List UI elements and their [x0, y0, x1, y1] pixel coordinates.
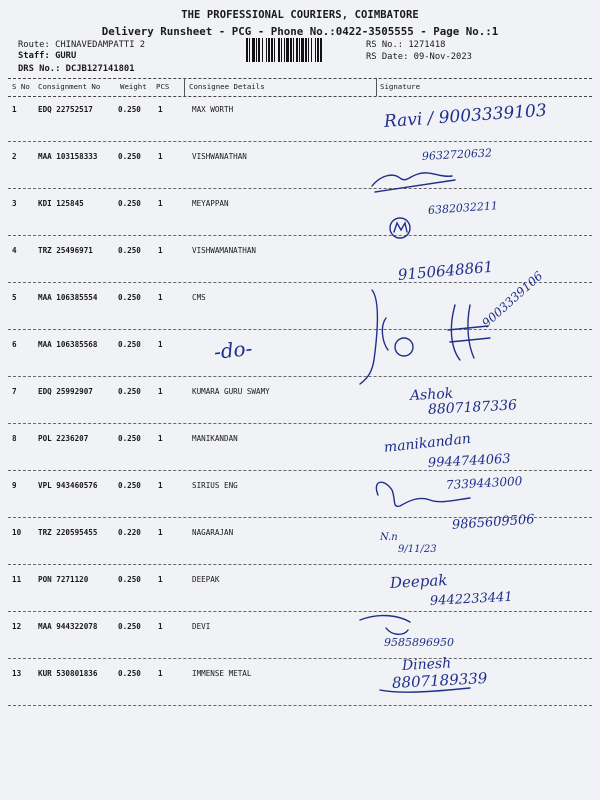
row-divider: [8, 611, 592, 612]
row-sno: 10: [12, 528, 22, 537]
header-divider-bottom: [8, 96, 592, 97]
row-consignee: VISHWAMANATHAN: [192, 246, 257, 255]
handwritten-name: Ashok: [409, 385, 454, 404]
row-weight: 0.220: [118, 528, 141, 537]
barcode-image: [246, 38, 354, 62]
handwritten-phone: 6382032211: [427, 199, 499, 217]
row-weight: 0.250: [118, 481, 141, 490]
row-divider: [8, 564, 592, 565]
table-row: [0, 615, 600, 662]
row-divider: [8, 423, 592, 424]
row-weight: 0.250: [118, 622, 141, 631]
col-sno: S No: [12, 82, 30, 91]
row-weight: 0.250: [118, 199, 141, 208]
row-consignment-no: KUR 530801836: [38, 669, 98, 678]
row-consignee: CMS: [192, 293, 206, 302]
row-pcs: 1: [158, 434, 163, 443]
row-pcs: 1: [158, 246, 163, 255]
route-label: Route: CHINAVEDAMPATTI 2: [18, 40, 146, 50]
row-sno: 13: [12, 669, 22, 678]
handwritten-phone: 9150648861: [397, 257, 494, 284]
handwritten-date: 9/11/23: [398, 544, 437, 555]
row-divider: [8, 188, 592, 189]
row-pcs: 1: [158, 293, 163, 302]
row-consignee: SIRIUS ENG: [192, 481, 238, 490]
col-divider: [376, 78, 377, 96]
row-consignment-no: TRZ 220595455: [38, 528, 98, 537]
row-weight: 0.250: [118, 246, 141, 255]
row-consignment-no: KDI 125845: [38, 199, 84, 208]
col-consignment: Consignment No: [38, 82, 101, 91]
row-consignee: MAX WORTH: [192, 105, 234, 114]
row-consignment-no: TRZ 25496971: [38, 246, 93, 255]
col-weight: Weight: [120, 82, 147, 91]
table-row: [0, 286, 600, 333]
handwritten-name: manikandan: [383, 430, 472, 456]
table-row: [0, 333, 600, 380]
handwritten-ditto: -do-: [212, 336, 254, 364]
row-sno: 9: [12, 481, 17, 490]
handwritten-name-phone: Ravi / 9003339103: [383, 100, 548, 132]
row-sno: 8: [12, 434, 17, 443]
handwritten-name: Deepak: [389, 571, 448, 592]
row-sno: 4: [12, 246, 17, 255]
company-title: THE PROFESSIONAL COURIERS, COIMBATORE: [181, 9, 419, 21]
handwritten-phone: 9442233441: [429, 589, 513, 609]
row-sno: 11: [12, 575, 22, 584]
drs-number: DRS No.: DCJB127141801: [18, 64, 135, 74]
row-consignee: NAGARAJAN: [192, 528, 234, 537]
handwritten-phone: 9003339106: [479, 268, 546, 331]
row-sno: 2: [12, 152, 17, 161]
row-consignment-no: MAA 106385554: [38, 293, 98, 302]
col-pcs: PCS: [156, 82, 170, 91]
row-consignment-no: MAA 106385568: [38, 340, 98, 349]
handwritten-phone: 8807189339: [391, 669, 488, 692]
row-weight: 0.250: [118, 575, 141, 584]
table-row: [0, 145, 600, 192]
row-pcs: 1: [158, 575, 163, 584]
handwritten-phone: 9585896950: [384, 636, 454, 649]
row-weight: 0.250: [118, 387, 141, 396]
row-weight: 0.250: [118, 340, 141, 349]
row-divider: [8, 470, 592, 471]
table-row: [0, 380, 600, 427]
barcode-bar: [322, 38, 323, 62]
row-sno: 5: [12, 293, 17, 302]
row-pcs: 1: [158, 387, 163, 396]
table-row: [0, 98, 600, 145]
row-divider: [8, 376, 592, 377]
header-divider-top: [8, 78, 592, 79]
row-divider: [8, 329, 592, 330]
col-divider: [184, 78, 185, 96]
row-pcs: 1: [158, 340, 163, 349]
row-sno: 6: [12, 340, 17, 349]
row-consignment-no: POL 2236207: [38, 434, 89, 443]
row-consignment-no: VPL 943460576: [38, 481, 98, 490]
table-row: [0, 192, 600, 239]
row-sno: 7: [12, 387, 17, 396]
row-divider: [8, 705, 592, 706]
row-weight: 0.250: [118, 434, 141, 443]
row-consignee: MANIKANDAN: [192, 434, 238, 443]
row-divider: [8, 517, 592, 518]
row-consignment-no: MAA 103158333: [38, 152, 98, 161]
row-weight: 0.250: [118, 669, 141, 678]
handwritten-name: Dinesh: [401, 655, 452, 674]
row-divider: [8, 141, 592, 142]
table-row: [0, 239, 600, 286]
handwritten-phone: 9632720632: [421, 146, 493, 163]
row-consignment-no: MAA 944322078: [38, 622, 98, 631]
row-divider: [8, 282, 592, 283]
row-consignment-no: EDQ 25992907: [38, 387, 93, 396]
row-consignee: DEEPAK: [192, 575, 220, 584]
table-row: [0, 474, 600, 521]
row-pcs: 1: [158, 622, 163, 631]
row-sno: 3: [12, 199, 17, 208]
row-divider: [8, 235, 592, 236]
staff-label: Staff: GURU: [18, 51, 77, 61]
row-consignee: MEYAPPAN: [192, 199, 229, 208]
rs-number: RS No.: 1271418: [366, 40, 446, 50]
row-pcs: 1: [158, 481, 163, 490]
col-signature: Signature: [380, 82, 421, 91]
row-consignee: IMMENSE METAL: [192, 669, 252, 678]
row-weight: 0.250: [118, 105, 141, 114]
handwritten-mark: N.n: [380, 532, 398, 543]
table-row: [0, 521, 600, 568]
handwritten-phone: 9865609506: [451, 512, 536, 533]
rs-date: RS Date: 09-Nov-2023: [366, 52, 472, 62]
row-consignee: KUMARA GURU SWAMY: [192, 387, 270, 396]
runsheet-subtitle: Delivery Runsheet - PCG - Phone No.:0422-3505555 - Page No.:1: [101, 25, 499, 38]
col-consignee: Consignee Details: [189, 82, 265, 91]
row-pcs: 1: [158, 105, 163, 114]
row-sno: 1: [12, 105, 17, 114]
row-pcs: 1: [158, 152, 163, 161]
row-consignment-no: PON 7271120: [38, 575, 89, 584]
handwritten-phone: 9944744063: [427, 451, 511, 471]
row-pcs: 1: [158, 669, 163, 678]
row-pcs: 1: [158, 199, 163, 208]
row-consignee: VISHWANATHAN: [192, 152, 247, 161]
handwritten-phone: 7339443000: [445, 474, 523, 492]
row-weight: 0.250: [118, 152, 141, 161]
handwritten-phone: 8807187336: [427, 397, 518, 418]
table-row: [0, 662, 600, 709]
table-row: [0, 568, 600, 615]
table-row: [0, 427, 600, 474]
row-sno: 12: [12, 622, 22, 631]
row-consignee: DEVI: [192, 622, 211, 631]
row-weight: 0.250: [118, 293, 141, 302]
row-divider: [8, 658, 592, 659]
row-pcs: 1: [158, 528, 163, 537]
row-consignment-no: EDQ 22752517: [38, 105, 93, 114]
